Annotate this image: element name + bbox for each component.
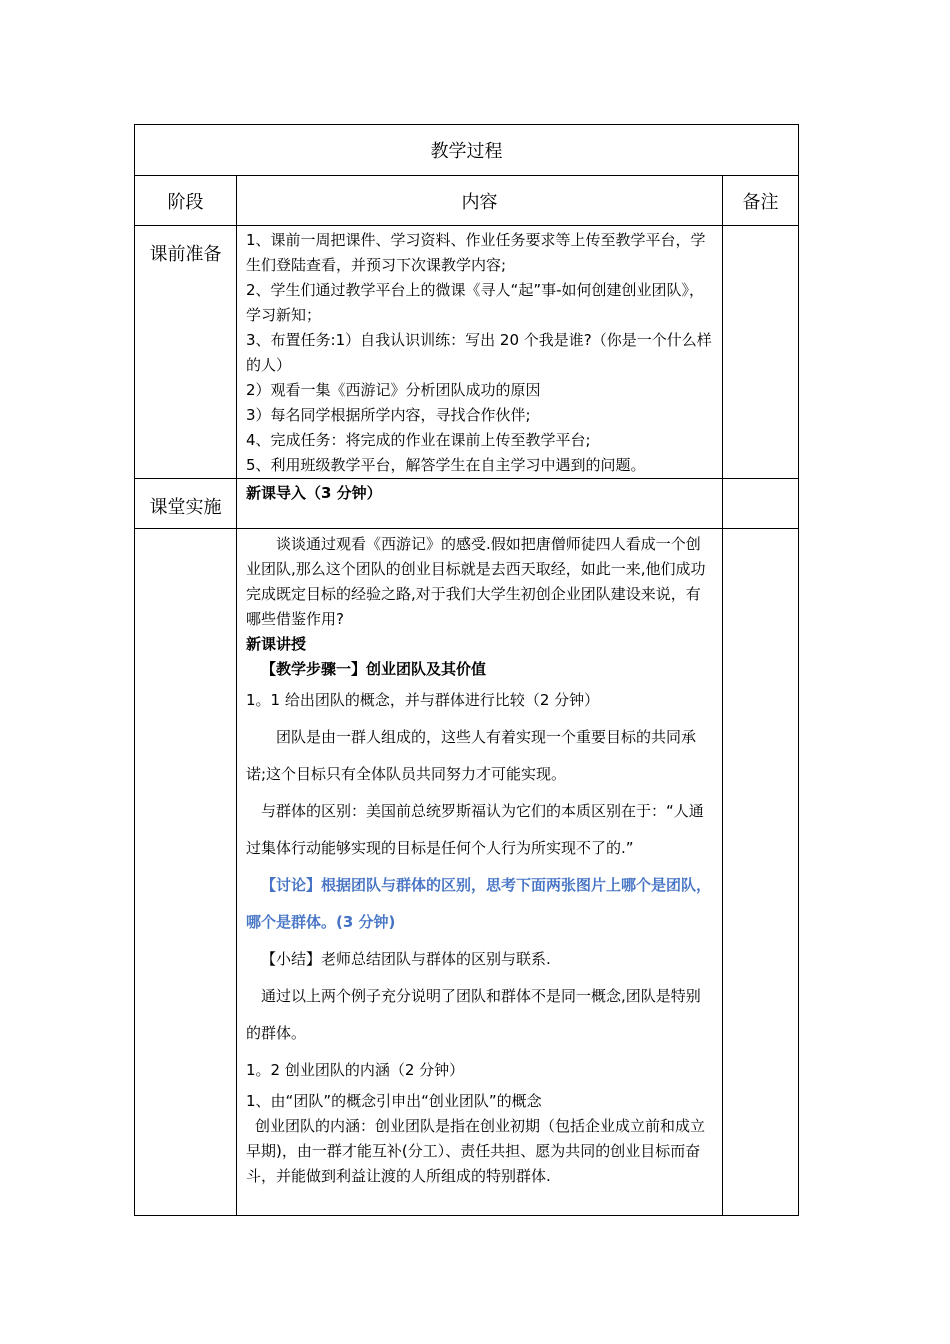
from-team-line: 1、由“团队”的概念引申出“创业团队”的概念 bbox=[246, 1092, 542, 1110]
header-stage: 阶段 bbox=[135, 176, 237, 226]
prep-content bbox=[237, 226, 723, 479]
team-definition: 团队是由一群人组成的，这些人有着实现一个重要目标的共同承诺;这个目标只有全体队员共同努力才可能实现。 bbox=[246, 728, 697, 783]
prep-line-5: 3）每名同学根据所学内容，寻找合作伙伴; bbox=[246, 406, 531, 424]
note-body bbox=[723, 529, 799, 1216]
table-row-class bbox=[135, 479, 799, 529]
prep-line-1: 1、课前一周把课件、学习资料、作业任务要求等上传至教学平台，学生们登陆查看，并预习下次课教学内容; bbox=[246, 231, 706, 274]
intro-text: 谈谈通过观看《西游记》的感受.假如把唐僧师徒四人看成一个创业团队,那么这个团队的创业目标就是去西天取经，如此一来,他们成功完成既定目标的经验之路,对于我们大学生初创企业团队建设来说，有哪些借鉴作用? bbox=[246, 535, 706, 628]
section-1-1: 1。1 给出团队的概念，并与群体进行比较（2 分钟） bbox=[246, 691, 600, 709]
prep-line-4: 2）观看一集《西游记》分析团队成功的原因 bbox=[246, 381, 541, 399]
discussion-prompt: 【讨论】根据团队与群体的区别，思考下面两张图片上哪个是团队，哪个是群体。(3 分钟) bbox=[246, 876, 712, 931]
class-content bbox=[237, 479, 723, 529]
prep-line-6: 4、完成任务：将完成的作业在课前上传至教学平台; bbox=[246, 431, 591, 449]
table-row-body bbox=[135, 529, 799, 1216]
prep-line-3: 3、布置任务:1）自我认识训练：写出 20 个我是谁?（你是一个什么样的人） bbox=[246, 331, 712, 374]
note-prep bbox=[723, 226, 799, 479]
table-title: 教学过程 bbox=[135, 125, 799, 176]
lecture-heading: 新课讲授 bbox=[246, 635, 307, 653]
prep-line-7: 5、利用班级教学平台，解答学生在自主学习中遇到的问题。 bbox=[246, 456, 646, 474]
group-difference: 与群体的区别：美国前总统罗斯福认为它们的本质区别在于：“人通过集体行动能够实现的目标是任何个人行为所实现不了的.” bbox=[246, 802, 704, 857]
stage-class: 课堂实施 bbox=[135, 479, 237, 529]
summary-note: 【小结】老师总结团队与群体的区别与联系. bbox=[261, 950, 551, 968]
connotation-text: 创业团队的内涵：创业团队是指在创业初期（包括企业成立前和成立早期)，由一群才能互补(分工）、责任共担、愿为共同的创业目标而奋斗，并能做到利益让渡的人所组成的特别群体. bbox=[246, 1117, 706, 1185]
table-row-prep bbox=[135, 226, 799, 479]
stage-empty bbox=[135, 529, 237, 1216]
teaching-process-table bbox=[134, 124, 799, 1216]
step1-heading: 【教学步骤一】创业团队及其价值 bbox=[261, 660, 487, 678]
note-class bbox=[723, 479, 799, 529]
body-content bbox=[237, 529, 723, 1216]
section-1-2: 1。2 创业团队的内涵（2 分钟） bbox=[246, 1061, 465, 1079]
examples-note: 通过以上两个例子充分说明了团队和群体不是同一概念,团队是特别的群体。 bbox=[246, 987, 701, 1042]
stage-prep: 课前准备 bbox=[135, 226, 237, 479]
header-content: 内容 bbox=[237, 176, 723, 226]
header-note: 备注 bbox=[723, 176, 799, 226]
intro-heading: 新课导入（3 分钟） bbox=[246, 484, 382, 502]
prep-line-2: 2、学生们通过教学平台上的微课《寻人“起”事-如何创建创业团队》，学习新知； bbox=[246, 281, 705, 324]
